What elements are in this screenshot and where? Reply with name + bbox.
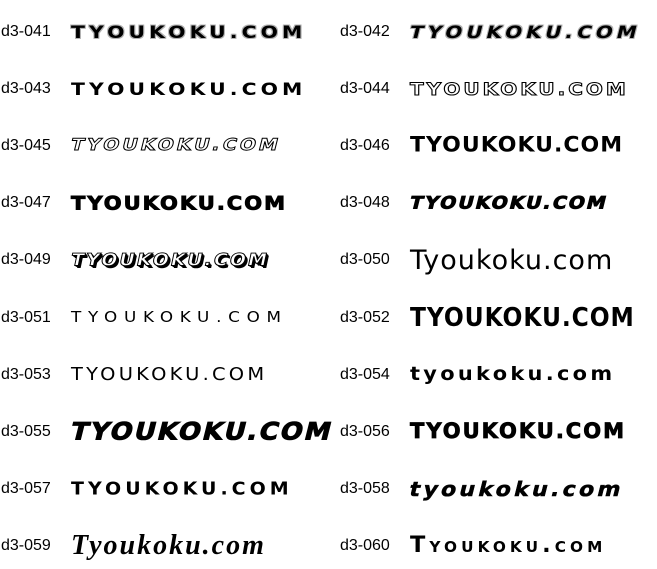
font-sample-text: TYOUKOKU.COM xyxy=(71,191,287,214)
font-sample-row xyxy=(338,3,657,60)
font-sample-text: TYOUKOKU.COM xyxy=(71,78,307,99)
font-sample-row xyxy=(0,289,338,346)
font-sample-text: TYOUKOKU.COM xyxy=(410,302,635,333)
font-id-label: d3-041 xyxy=(1,22,51,40)
font-id-label: d3-060 xyxy=(340,537,390,555)
font-sample-text: Tyoukoku.com xyxy=(410,244,614,276)
font-sample-row xyxy=(0,518,338,569)
font-sample-text: TYOUKOKU.COM xyxy=(71,308,288,327)
font-sample-text: TYOUKOKU.COM xyxy=(71,478,293,500)
font-id-label: d3-047 xyxy=(1,194,51,212)
font-sample-row xyxy=(338,403,657,460)
font-sample-row xyxy=(0,403,338,460)
font-sample-text: TYOUKOKU.COM xyxy=(68,249,271,270)
font-sample-text: TYOUKOKU.COM xyxy=(407,21,644,42)
font-sample-row xyxy=(0,3,338,60)
font-id-label: d3-058 xyxy=(340,480,390,498)
font-sample-row xyxy=(338,232,657,289)
font-id-label: d3-054 xyxy=(340,365,390,383)
font-sample-row xyxy=(0,346,338,403)
font-sample-row xyxy=(338,60,657,117)
font-sample-row xyxy=(0,60,338,117)
font-sample-text: TYOUKOKU.COM xyxy=(410,133,624,158)
font-id-label: d3-059 xyxy=(1,537,51,555)
font-sample-text: TYOUKOKU.COM xyxy=(410,419,626,444)
font-sample-text: tyoukoku.com xyxy=(410,363,616,386)
font-sample-row xyxy=(338,518,657,569)
font-sample-row xyxy=(0,461,338,518)
font-sample-text: TYOUKOKU.COM xyxy=(407,192,611,213)
font-sample-row xyxy=(0,175,338,232)
font-id-label: d3-057 xyxy=(1,480,51,498)
font-id-label: d3-046 xyxy=(340,136,390,154)
font-sample-row xyxy=(338,461,657,518)
font-id-label: d3-056 xyxy=(340,422,390,440)
font-sample-row xyxy=(338,117,657,174)
font-id-label: d3-049 xyxy=(1,251,51,269)
font-sample-row xyxy=(338,289,657,346)
font-id-label: d3-048 xyxy=(340,194,390,212)
font-id-label: d3-053 xyxy=(1,365,51,383)
font-sample-text: TYOUKOKU.COM xyxy=(410,78,629,99)
font-id-label: d3-055 xyxy=(1,422,51,440)
font-id-label: d3-042 xyxy=(340,22,390,40)
font-id-label: d3-050 xyxy=(340,251,390,269)
font-id-label: d3-045 xyxy=(1,136,51,154)
font-sample-text: Tyoukoku.com xyxy=(410,533,607,559)
font-sample-text: Tyoukoku.com xyxy=(71,530,266,562)
font-sample-row xyxy=(0,232,338,289)
font-sample-row xyxy=(0,117,338,174)
font-id-label: d3-052 xyxy=(340,308,390,326)
font-id-label: d3-051 xyxy=(1,308,51,326)
font-id-label: d3-044 xyxy=(340,79,390,97)
font-sample-text: tyoukoku.com xyxy=(407,477,628,502)
font-sample-row xyxy=(338,346,657,403)
font-sample-text: TYOUKOKU.COM xyxy=(68,136,284,155)
font-sample-text: TYOUKOKU.COM xyxy=(67,418,337,446)
font-sample-text: TYOUKOKU.COM xyxy=(71,363,268,385)
font-id-label: d3-043 xyxy=(1,79,51,97)
font-sample-text: TYOUKOKU.COM xyxy=(71,21,307,42)
font-sample-row xyxy=(338,175,657,232)
